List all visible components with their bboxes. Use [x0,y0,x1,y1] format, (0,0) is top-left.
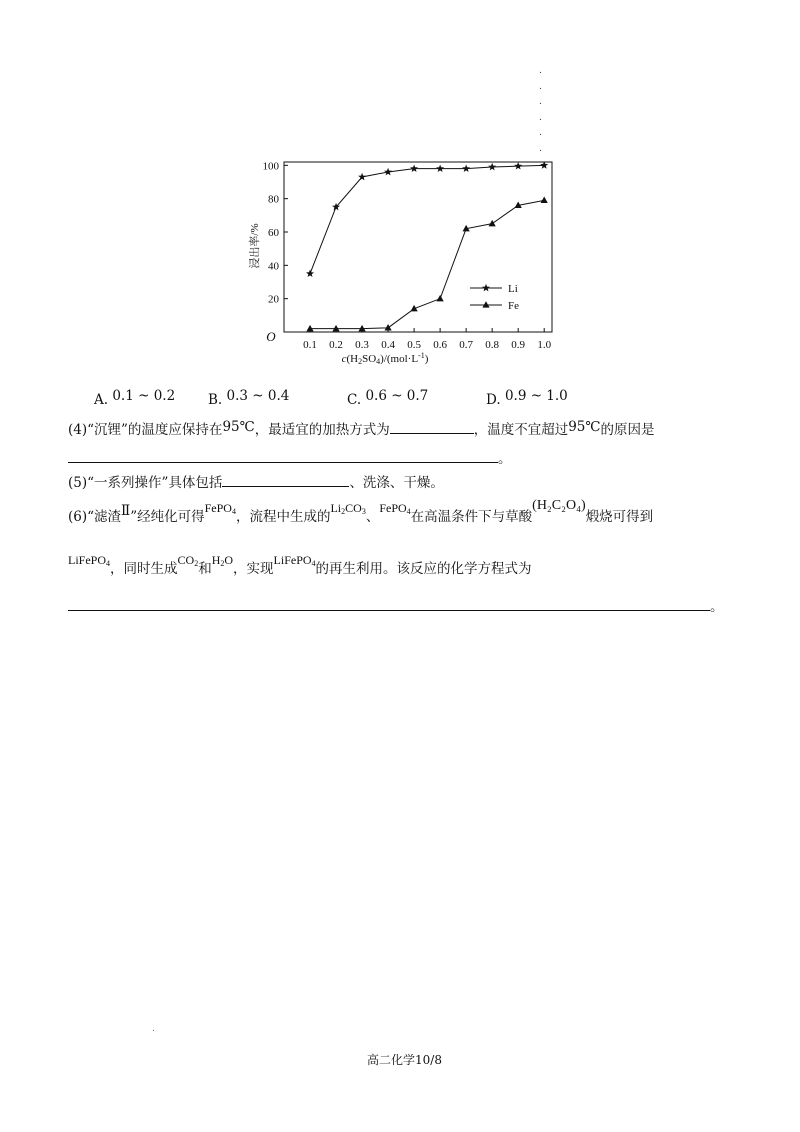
x-label-p3: )/(mol·L [380,353,419,365]
x-axis-label [342,351,429,366]
question-4-line-2 [68,447,512,467]
q4-blank-heating[interactable] [390,420,474,434]
q6-text-8: 的再生利用。该反应的化学方程式为 [315,561,532,577]
q6-text-1: (6)“滤渣 [68,509,122,525]
q6-and: 和 [198,561,212,577]
chem-sub: 2 [341,507,346,516]
series-line-li [310,165,544,273]
chem-sub: 3 [361,507,366,516]
q4-end: 。 [498,451,512,467]
x-tick-label: 1.0 [537,339,552,351]
question-5 [68,471,444,491]
x-tick-label: 0.5 [407,339,421,351]
q6-text-4: 在高温条件下与草酸 [410,509,533,525]
chem-sub: 4 [311,559,316,568]
chem-text: LiFePO [68,553,107,567]
q6-fepo4-2 [379,501,410,515]
x-tick-label: 0.1 [303,339,317,351]
x-tick-label: 0.9 [511,339,526,351]
x-label-c: c [341,353,347,365]
q4-text-2: ，最适宜的加热方式为 [254,422,390,438]
q4-text-3: ，温度不宜超过 [473,422,569,438]
chem-text: CO [177,553,195,567]
q4-text-1: (4)“沉锂”的温度应保持在 [68,422,223,438]
x-tick-label: 0.2 [329,339,343,351]
q6-text-5: 煅烧可得到 [585,509,654,525]
option-a-value: 0.1 ~ 0.2 [112,388,176,404]
option-c-letter: C. [347,392,362,408]
chem-text: Li [330,501,342,515]
q4-temp-2: 95℃ [568,419,601,435]
chem-text: CO [345,501,362,515]
data-point-li [488,163,496,171]
chem-text: FePO [204,501,232,515]
option-c-value: 0.6 ~ 0.7 [365,388,429,404]
q4-text-4: 的原因是 [600,422,655,438]
leaching-rate-chart [240,150,570,370]
q6-lifepo4-2 [274,553,316,567]
chem-sub: 2 [194,559,199,568]
q6-blank-equation[interactable] [68,597,710,611]
data-point-li [358,173,366,181]
x-tick-label: 0.6 [433,339,447,351]
data-point-li [384,168,392,176]
question-6-line-3 [68,595,724,615]
data-point-fe [306,325,313,331]
data-point-fe [541,197,548,203]
legend-label-fe: Fe [508,300,519,312]
x-label-sup: -1 [418,351,425,360]
q6-roman-numeral: Ⅱ [121,503,131,519]
chem-text: O [224,553,234,567]
y-tick-label: 20 [268,293,279,306]
chem-sub: 4 [231,507,236,516]
data-point-li [436,164,444,172]
data-point-li [514,162,522,170]
chem-text: LiFePO [273,553,312,567]
option-b-value: 0.3 ~ 0.4 [226,388,290,404]
y-tick-label: 40 [268,260,279,273]
q6-text-6: ，同时生成 [110,561,178,577]
page-footer: 高二化学10/8 [367,1053,442,1067]
chem-sub: 2 [220,559,225,568]
q6-fepo4-1 [205,501,236,515]
data-point-li [462,164,470,172]
y-tick-label: 60 [268,227,279,239]
data-point-fe [437,295,444,301]
chem-sub: 4 [406,507,411,516]
q5-text-1: (5)“一系列操作”具体包括 [68,475,223,491]
x-label-s2: 4 [376,357,381,366]
q6-h2o [212,553,233,567]
q6-separator: 、 [365,509,380,525]
chem-sub: 4 [106,559,111,568]
option-d-value: 0.9 ~ 1.0 [504,388,568,404]
data-point-li [410,164,418,172]
option-a [94,388,176,408]
q6-text-3: ，流程中生成的 [235,509,331,525]
option-b [208,388,290,408]
chem-text: FePO [379,501,407,515]
x-label-s1: 2 [358,357,363,366]
option-a-letter: A. [94,392,109,408]
q4-temp-1: 95℃ [222,419,255,435]
q6-oxalic-acid: (H₂C₂O₄) [532,498,586,513]
legend-marker-fe [482,301,489,307]
x-tick-label: 0.4 [381,339,395,351]
option-d [486,388,568,408]
data-point-fe [489,220,496,226]
chart-legend [470,283,519,312]
y-tick-label: 100 [262,160,279,173]
q6-co2 [178,553,199,567]
origin-label: O [266,329,276,344]
q6-text-7: ，实现 [233,561,274,577]
y-tick-label: 80 [268,193,279,206]
x-tick-label: 0.7 [459,339,474,351]
x-tick-label: 0.3 [355,339,369,351]
x-label-p2: SO [362,353,377,365]
data-point-fe [332,325,339,331]
option-c [347,388,429,408]
x-label-p4: ) [424,353,429,365]
q6-li2co3 [330,501,365,515]
option-d-letter: D. [486,392,501,408]
q6-text-2: ”经纯化可得 [130,509,205,525]
q6-end: 。 [710,599,724,615]
q4-blank-reason[interactable] [68,449,498,463]
option-b-letter: B. [208,392,223,408]
q5-blank-operations[interactable] [222,473,349,487]
x-label-p1: (H [346,353,359,365]
data-point-li [306,269,314,277]
chart-ticks [263,160,552,351]
chem-text: H [211,553,221,567]
footer-dot: . [152,1024,155,1034]
question-6 [68,498,654,526]
data-point-fe [384,324,391,330]
margin-dots: . . . . . . [539,66,542,154]
q6-lifepo4-1 [68,553,110,567]
question-6-line-2 [68,553,532,577]
x-tick-label: 0.8 [485,339,500,351]
q5-text-2: 、洗涤、干燥。 [349,475,444,491]
question-4 [68,418,655,438]
y-axis-label: 浸出率/% [249,223,261,269]
legend-label-li: Li [508,283,518,295]
legend-marker-li [482,284,490,292]
